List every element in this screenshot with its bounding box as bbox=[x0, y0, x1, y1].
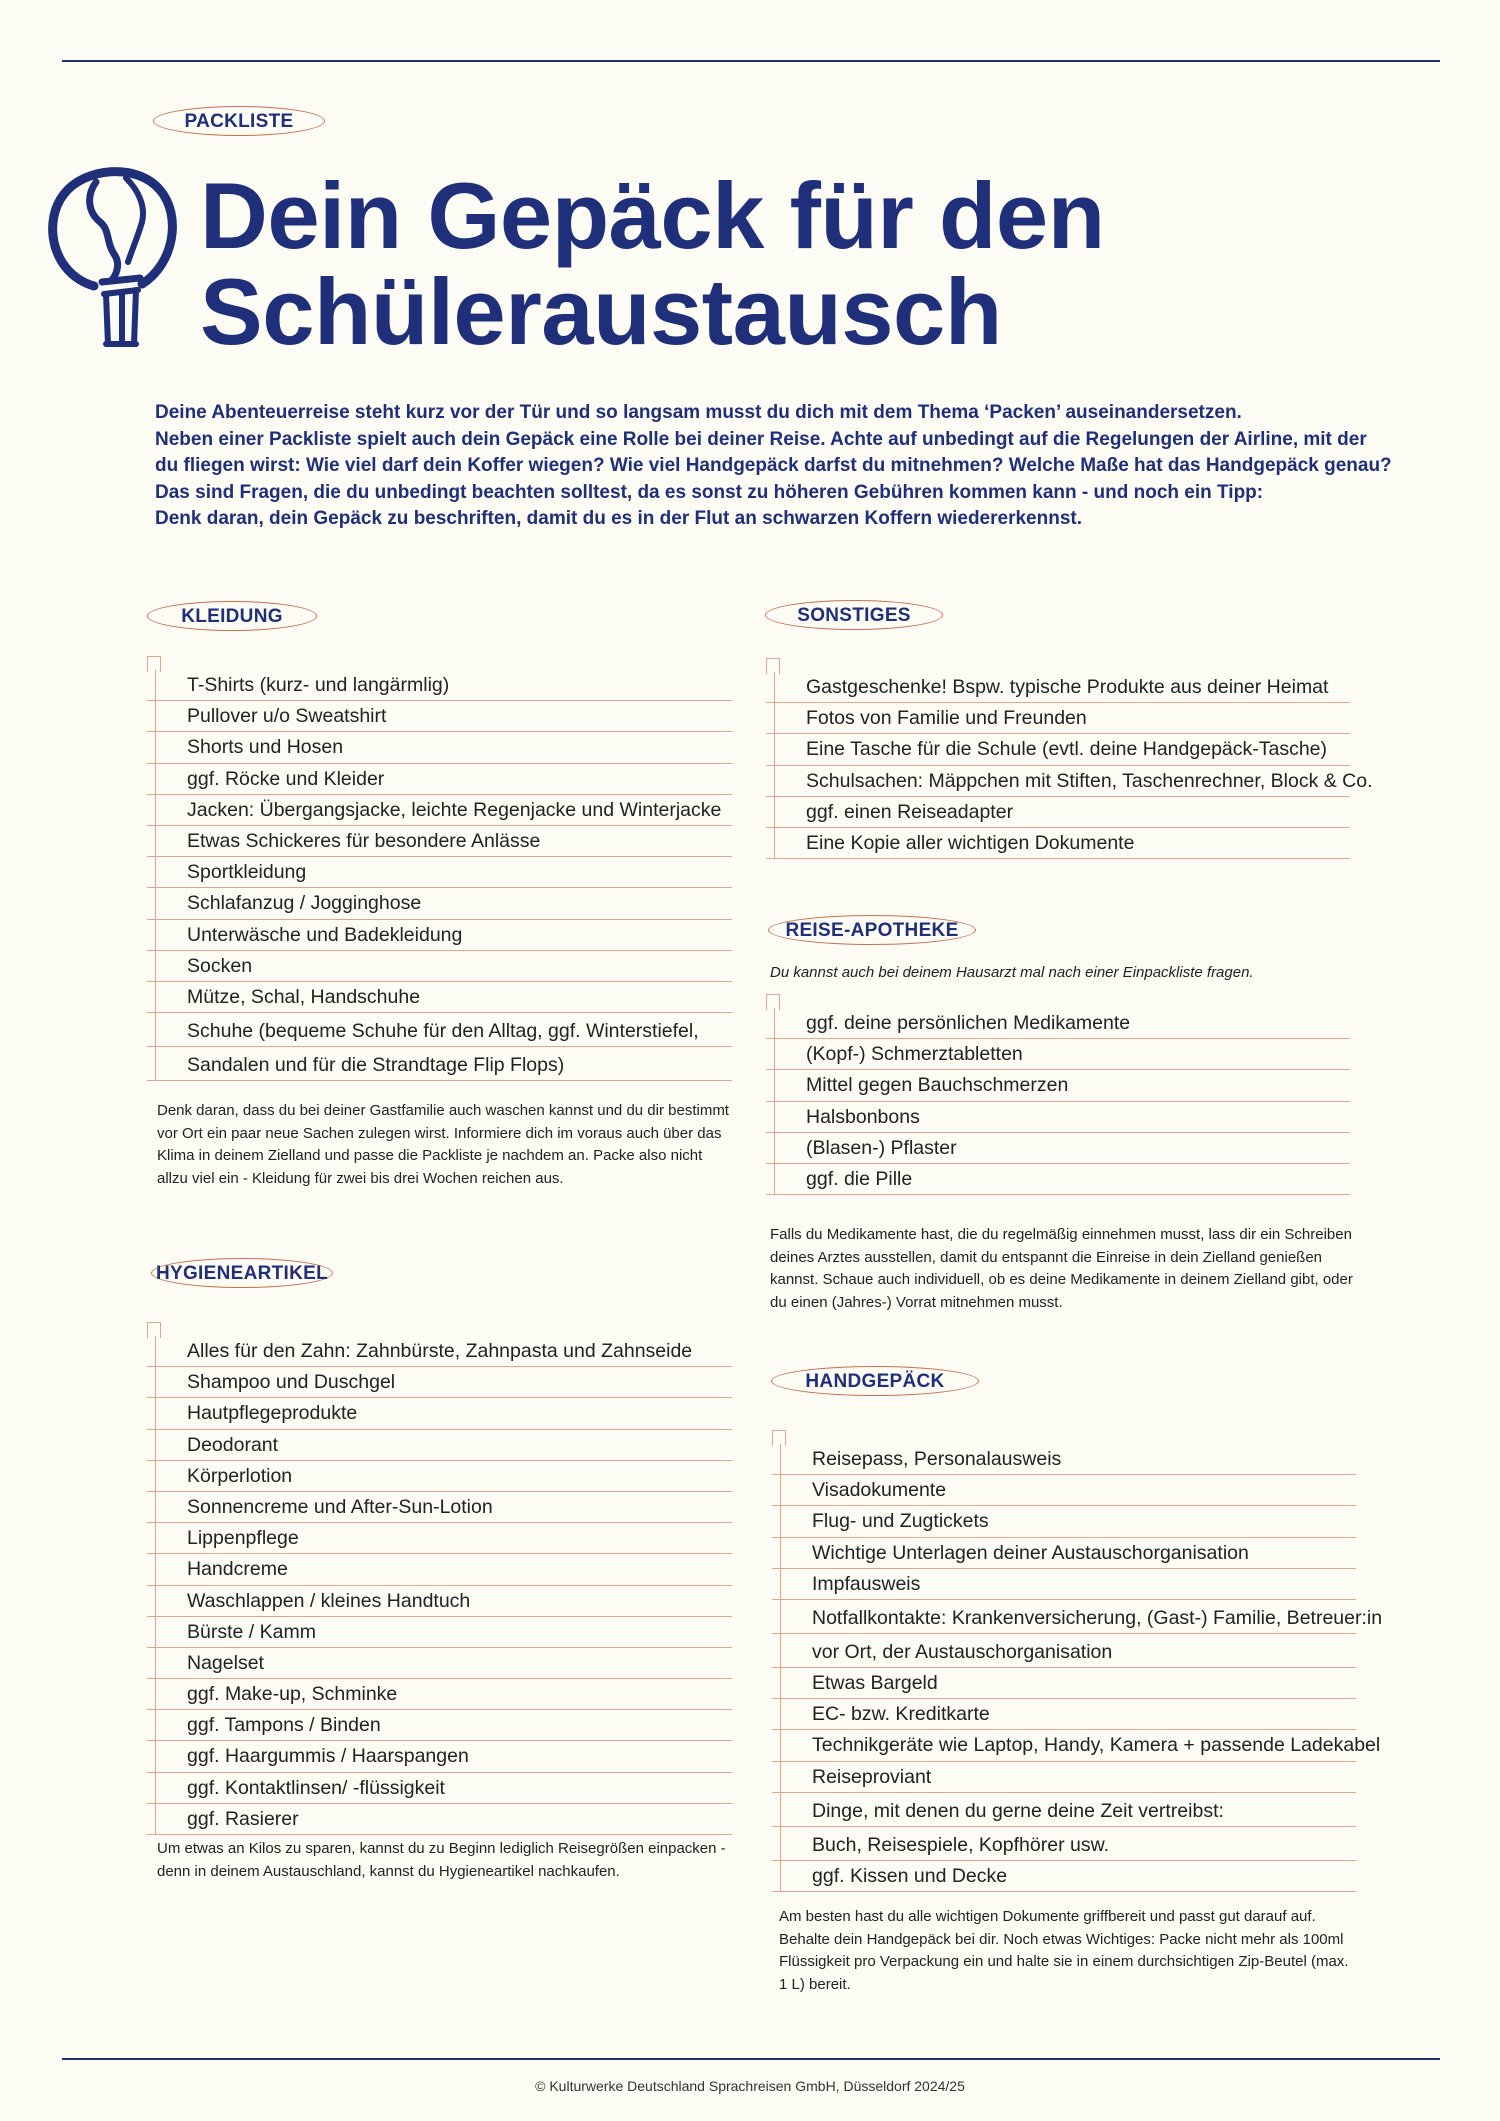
checklist-item[interactable] bbox=[766, 1133, 1350, 1164]
checklist-item-label: ggf. einen Reiseadapter bbox=[806, 800, 1014, 823]
checklist-item[interactable] bbox=[147, 826, 732, 857]
checklist-item-label: (Kopf-) Schmerztabletten bbox=[806, 1043, 1023, 1066]
checklist-item[interactable] bbox=[772, 1538, 1356, 1569]
checklist-item[interactable] bbox=[147, 920, 732, 951]
checklist-item-label: Alles für den Zahn: Zahnbürste, Zahnpasta und Zahnseide bbox=[187, 1340, 693, 1362]
checklist-item[interactable] bbox=[766, 734, 1350, 765]
checklist-item[interactable] bbox=[147, 1013, 732, 1047]
checklist-item-label: (Blasen-) Pflaster bbox=[806, 1136, 957, 1159]
checklist-item[interactable] bbox=[766, 766, 1373, 797]
checklist-item[interactable] bbox=[147, 951, 732, 982]
checklist-item[interactable] bbox=[772, 1600, 1383, 1634]
checklist-item-label: Eine Tasche für die Schule (evtl. deine Handgepäck-Tasche) bbox=[806, 738, 1328, 761]
checklist-item-label: ggf. Make-up, Schminke bbox=[187, 1683, 398, 1706]
checklist-item[interactable] bbox=[147, 1710, 732, 1741]
checklist-item-label: Shampoo und Duschgel bbox=[187, 1371, 396, 1394]
checklist-item[interactable] bbox=[772, 1569, 1356, 1600]
checklist-item[interactable] bbox=[766, 703, 1350, 734]
checklist-item[interactable] bbox=[147, 670, 732, 701]
packliste-tag: PACKLISTE bbox=[153, 106, 325, 136]
checklist-item[interactable] bbox=[766, 1008, 1350, 1039]
checklist-item-label: Gastgeschenke! Bspw. typische Produkte aus deiner Heimat bbox=[806, 676, 1329, 698]
checklist-item[interactable] bbox=[147, 732, 732, 763]
checklist-item-label: ggf. die Pille bbox=[806, 1167, 913, 1190]
checklist-item[interactable] bbox=[147, 1523, 732, 1554]
checklist-item[interactable] bbox=[147, 1586, 732, 1617]
checklist-item[interactable] bbox=[147, 1648, 732, 1679]
checklist-item-label: Shorts und Hosen bbox=[187, 736, 344, 759]
checklist-item-label: Socken bbox=[187, 954, 253, 977]
checklist-item-label: Waschlappen / kleines Handtuch bbox=[187, 1589, 471, 1612]
apotheke-hint: Du kannst auch bei deinem Hausarzt mal nach einer Einpackliste fragen. bbox=[770, 964, 1254, 981]
title-line-2: Schüleraustausch bbox=[200, 259, 1002, 364]
checklist-item-label: Sportkleidung bbox=[187, 861, 307, 884]
checklist-item[interactable] bbox=[766, 1039, 1350, 1070]
checklist-item-label: Schulsachen: Mäppchen mit Stiften, Taschenrechner, Block & Co. bbox=[806, 769, 1373, 792]
checklist-item-label: Eine Kopie aller wichtigen Dokumente bbox=[806, 831, 1135, 854]
checklist-item-label: Deodorant bbox=[187, 1433, 279, 1456]
checklist-item[interactable] bbox=[766, 797, 1350, 828]
hygiene-list bbox=[147, 1336, 732, 1835]
handgepaeck-tag: HANDGEPÄCK bbox=[771, 1366, 979, 1396]
checklist-item-label: Sandalen und für die Strandtage Flip Flops) bbox=[187, 1054, 565, 1077]
checklist-item[interactable] bbox=[147, 1430, 732, 1461]
checklist-item-label: Etwas Bargeld bbox=[812, 1671, 938, 1694]
checklist-item-label: Schuhe (bequeme Schuhe für den Alltag, ggf. Winterstiefel, bbox=[187, 1020, 699, 1043]
checklist-item[interactable] bbox=[772, 1475, 1356, 1506]
checklist-item-label: ggf. Rasierer bbox=[187, 1807, 299, 1830]
checklist-item[interactable] bbox=[772, 1699, 1356, 1730]
apotheke-tag: REISE-APOTHEKE bbox=[768, 915, 976, 945]
checklist-item[interactable] bbox=[147, 1773, 732, 1804]
intro-paragraph: Neben einer Packliste spielt auch dein Gepäck eine Rolle bei deiner Reise. Achte auf unbedingt auf die Regelungen der Airline, mit der du fliegen wirst: Wie viel darf dein Koffer wiegen? Wie viel Handgepäck darfst du mitnehmen? Welche Maße hat das Handgepäck genau? bbox=[155, 428, 1392, 476]
page-title bbox=[200, 163, 1105, 364]
checklist-item[interactable] bbox=[147, 795, 732, 826]
checklist-item-label: ggf. Kissen und Decke bbox=[812, 1864, 1008, 1887]
title-line-1: Dein Gepäck für den bbox=[200, 163, 1105, 268]
checklist-item[interactable] bbox=[147, 1617, 732, 1648]
footer-copyright: © Kulturwerke Deutschland Sprachreisen GmbH, Düsseldorf 2024/25 bbox=[535, 2078, 965, 2094]
checklist-item[interactable] bbox=[772, 1762, 1356, 1793]
kleidung-tag: KLEIDUNG bbox=[147, 601, 317, 631]
checklist-item-label: Flug- und Zugtickets bbox=[812, 1510, 989, 1533]
checklist-item-label: Buch, Reisespiele, Kopfhörer usw. bbox=[812, 1833, 1109, 1856]
checklist-item-label: Halsbonbons bbox=[806, 1105, 920, 1128]
checklist-item[interactable] bbox=[147, 1336, 732, 1367]
checklist-item-label: Dinge, mit denen du gerne deine Zeit vertreibst: bbox=[812, 1799, 1224, 1822]
intro-text bbox=[155, 400, 1395, 533]
checklist-item[interactable] bbox=[147, 1367, 732, 1398]
checklist-item[interactable] bbox=[772, 1861, 1356, 1892]
sonstiges-tag: SONSTIGES bbox=[765, 600, 943, 630]
kleidung-list bbox=[147, 670, 732, 1081]
checklist-item-label: Sonnencreme und After-Sun-Lotion bbox=[187, 1495, 493, 1518]
checklist-item-label: ggf. Tampons / Binden bbox=[187, 1714, 381, 1737]
checklist-item-label: Notfallkontakte: Krankenversicherung, (Gast-) Familie, Betreuer:in bbox=[812, 1606, 1383, 1629]
intro-paragraph: Deine Abenteuerreise steht kurz vor der Tür und so langsam musst du dich mit dem Thema ‘Packen’ auseinandersetzen. bbox=[155, 402, 1242, 423]
checklist-item[interactable] bbox=[147, 1804, 732, 1835]
checkbox-icon[interactable] bbox=[772, 1430, 786, 1446]
hygiene-note: Um etwas an Kilos zu sparen, kannst du zu Beginn lediglich Reisegrößen einpacken - denn in deinem Austauschland, kannst du Hygieneartikel nachkaufen. bbox=[157, 1840, 726, 1880]
checklist-item[interactable] bbox=[766, 828, 1350, 859]
checklist-item-label: Wichtige Unterlagen deiner Austauschorganisation bbox=[812, 1541, 1249, 1564]
bottom-rule bbox=[62, 2058, 1440, 2060]
checklist-item[interactable] bbox=[772, 1730, 1381, 1761]
checklist-item-label: Handcreme bbox=[187, 1558, 288, 1581]
checklist-item-label: Reisepass, Personalausweis bbox=[812, 1448, 1062, 1470]
checklist-item-label: ggf. Röcke und Kleider bbox=[187, 767, 385, 790]
checklist-item[interactable] bbox=[147, 1047, 732, 1081]
checklist-item-label: Mütze, Schal, Handschuhe bbox=[187, 985, 421, 1008]
checklist-item-label: Visadokumente bbox=[812, 1479, 947, 1502]
checklist-item[interactable] bbox=[147, 1554, 732, 1585]
checklist-item[interactable] bbox=[766, 1070, 1350, 1101]
checklist-item[interactable] bbox=[147, 1492, 732, 1523]
checklist-item[interactable] bbox=[772, 1793, 1356, 1827]
checklist-item-label: Nagelset bbox=[187, 1651, 264, 1674]
checkbox-icon[interactable] bbox=[766, 994, 780, 1010]
checklist-item[interactable] bbox=[147, 764, 732, 795]
checklist-item-label: Hautpflegeprodukte bbox=[187, 1402, 358, 1425]
checklist-item[interactable] bbox=[147, 1461, 732, 1492]
sonstiges-list bbox=[766, 672, 1373, 859]
checklist-item[interactable] bbox=[147, 1741, 732, 1772]
checklist-item-label: Technikgeräte wie Laptop, Handy, Kamera + passende Ladekabel bbox=[812, 1734, 1381, 1757]
checklist-item-label: Fotos von Familie und Freunden bbox=[806, 707, 1087, 730]
checklist-item-label: Bürste / Kamm bbox=[187, 1620, 316, 1643]
intro-paragraph: Das sind Fragen, die du unbedingt beachten solltest, da es sonst zu höheren Gebühren kommen kann - und noch ein Tipp: bbox=[155, 481, 1264, 503]
checklist-item-label: vor Ort, der Austauschorganisation bbox=[812, 1640, 1113, 1663]
lightbulb-globe-icon bbox=[42, 162, 182, 362]
checklist-item[interactable] bbox=[766, 1164, 1350, 1195]
checklist-item[interactable] bbox=[772, 1668, 1356, 1699]
intro-paragraph: Denk daran, dein Gepäck zu beschriften, damit du es in der Flut an schwarzen Koffern wiedererkennst. bbox=[155, 508, 1083, 529]
checklist-item-label: T-Shirts (kurz- und langärmlig) bbox=[187, 674, 450, 696]
handgepaeck-list bbox=[772, 1444, 1383, 1892]
hygiene-tag: HYGIENEARTIKEL bbox=[151, 1258, 333, 1288]
checklist-item[interactable] bbox=[147, 982, 732, 1013]
checklist-item-label: Impfausweis bbox=[812, 1572, 921, 1595]
checklist-item[interactable] bbox=[147, 1679, 732, 1710]
checklist-item[interactable] bbox=[772, 1444, 1356, 1475]
apotheke-note: Falls du Medikamente hast, die du regelmäßig einnehmen musst, lass dir ein Schreiben deines Arztes ausstellen, damit du entspannt die Einreise in dein Zielland genießen kannst. Schaue auch individuell, ob es deine Medikamente in deinem Zielland gibt, oder du einen (Jahres-) Vorrat mitnehmen musst. bbox=[770, 1226, 1353, 1311]
checklist-item-label: Jacken: Übergangsjacke, leichte Regenjacke und Winterjacke bbox=[187, 798, 722, 821]
checklist-item[interactable] bbox=[766, 672, 1350, 703]
checklist-item-label: Schlafanzug / Jogginghose bbox=[187, 892, 422, 915]
checklist-item-label: EC- bzw. Kreditkarte bbox=[812, 1703, 990, 1726]
checklist-item[interactable] bbox=[772, 1827, 1356, 1861]
checklist-item[interactable] bbox=[766, 1102, 1350, 1133]
checklist-item[interactable] bbox=[147, 857, 732, 888]
checkbox-icon[interactable] bbox=[147, 656, 161, 672]
checklist-item-label: Reiseproviant bbox=[812, 1765, 932, 1788]
apotheke-list bbox=[766, 1008, 1350, 1195]
checkbox-icon[interactable] bbox=[766, 658, 780, 674]
checklist-item-label: Etwas Schickeres für besondere Anlässe bbox=[187, 829, 541, 852]
checklist-item[interactable] bbox=[147, 701, 732, 732]
kleidung-note: Denk daran, dass du bei deiner Gastfamilie auch waschen kannst und du dir bestimmt vor Ort ein paar neue Sachen zulegen wirst. Informiere dich im voraus auch über das Klima in deinem Zielland und passe die Packliste je nachdem an. Packe also nicht allzu viel ein - Kleidung für zwei bis drei Wochen reichen aus. bbox=[157, 1102, 729, 1187]
checklist-item[interactable] bbox=[772, 1506, 1356, 1537]
checklist-item-label: ggf. Haargummis / Haarspangen bbox=[187, 1745, 469, 1768]
checklist-item-label: Pullover u/o Sweatshirt bbox=[187, 705, 387, 728]
top-rule bbox=[62, 60, 1440, 62]
handgepaeck-note: Am besten hast du alle wichtigen Dokumente griffbereit und passt gut darauf auf. Behalte dein Handgepäck bei dir. Noch etwas Wichtiges: Packe nicht mehr als 100ml Flüssigkeit pro Verpackung ein und halte sie in einem durchsichtigen Zip-Beutel (max. 1 L) bereit. bbox=[779, 1908, 1349, 1993]
checklist-item-label: ggf. Kontaktlinsen/ -flüssigkeit bbox=[187, 1776, 445, 1799]
checklist-item-label: Lippenpflege bbox=[187, 1527, 299, 1550]
checklist-item-label: Unterwäsche und Badekleidung bbox=[187, 923, 463, 946]
checklist-item[interactable] bbox=[147, 1398, 732, 1429]
checklist-item[interactable] bbox=[772, 1634, 1356, 1668]
checkbox-icon[interactable] bbox=[147, 1322, 161, 1338]
checklist-item-label: Mittel gegen Bauchschmerzen bbox=[806, 1074, 1069, 1097]
checklist-item-label: ggf. deine persönlichen Medikamente bbox=[806, 1012, 1131, 1034]
checklist-item-label: Körperlotion bbox=[187, 1464, 293, 1487]
checklist-item[interactable] bbox=[147, 888, 732, 919]
